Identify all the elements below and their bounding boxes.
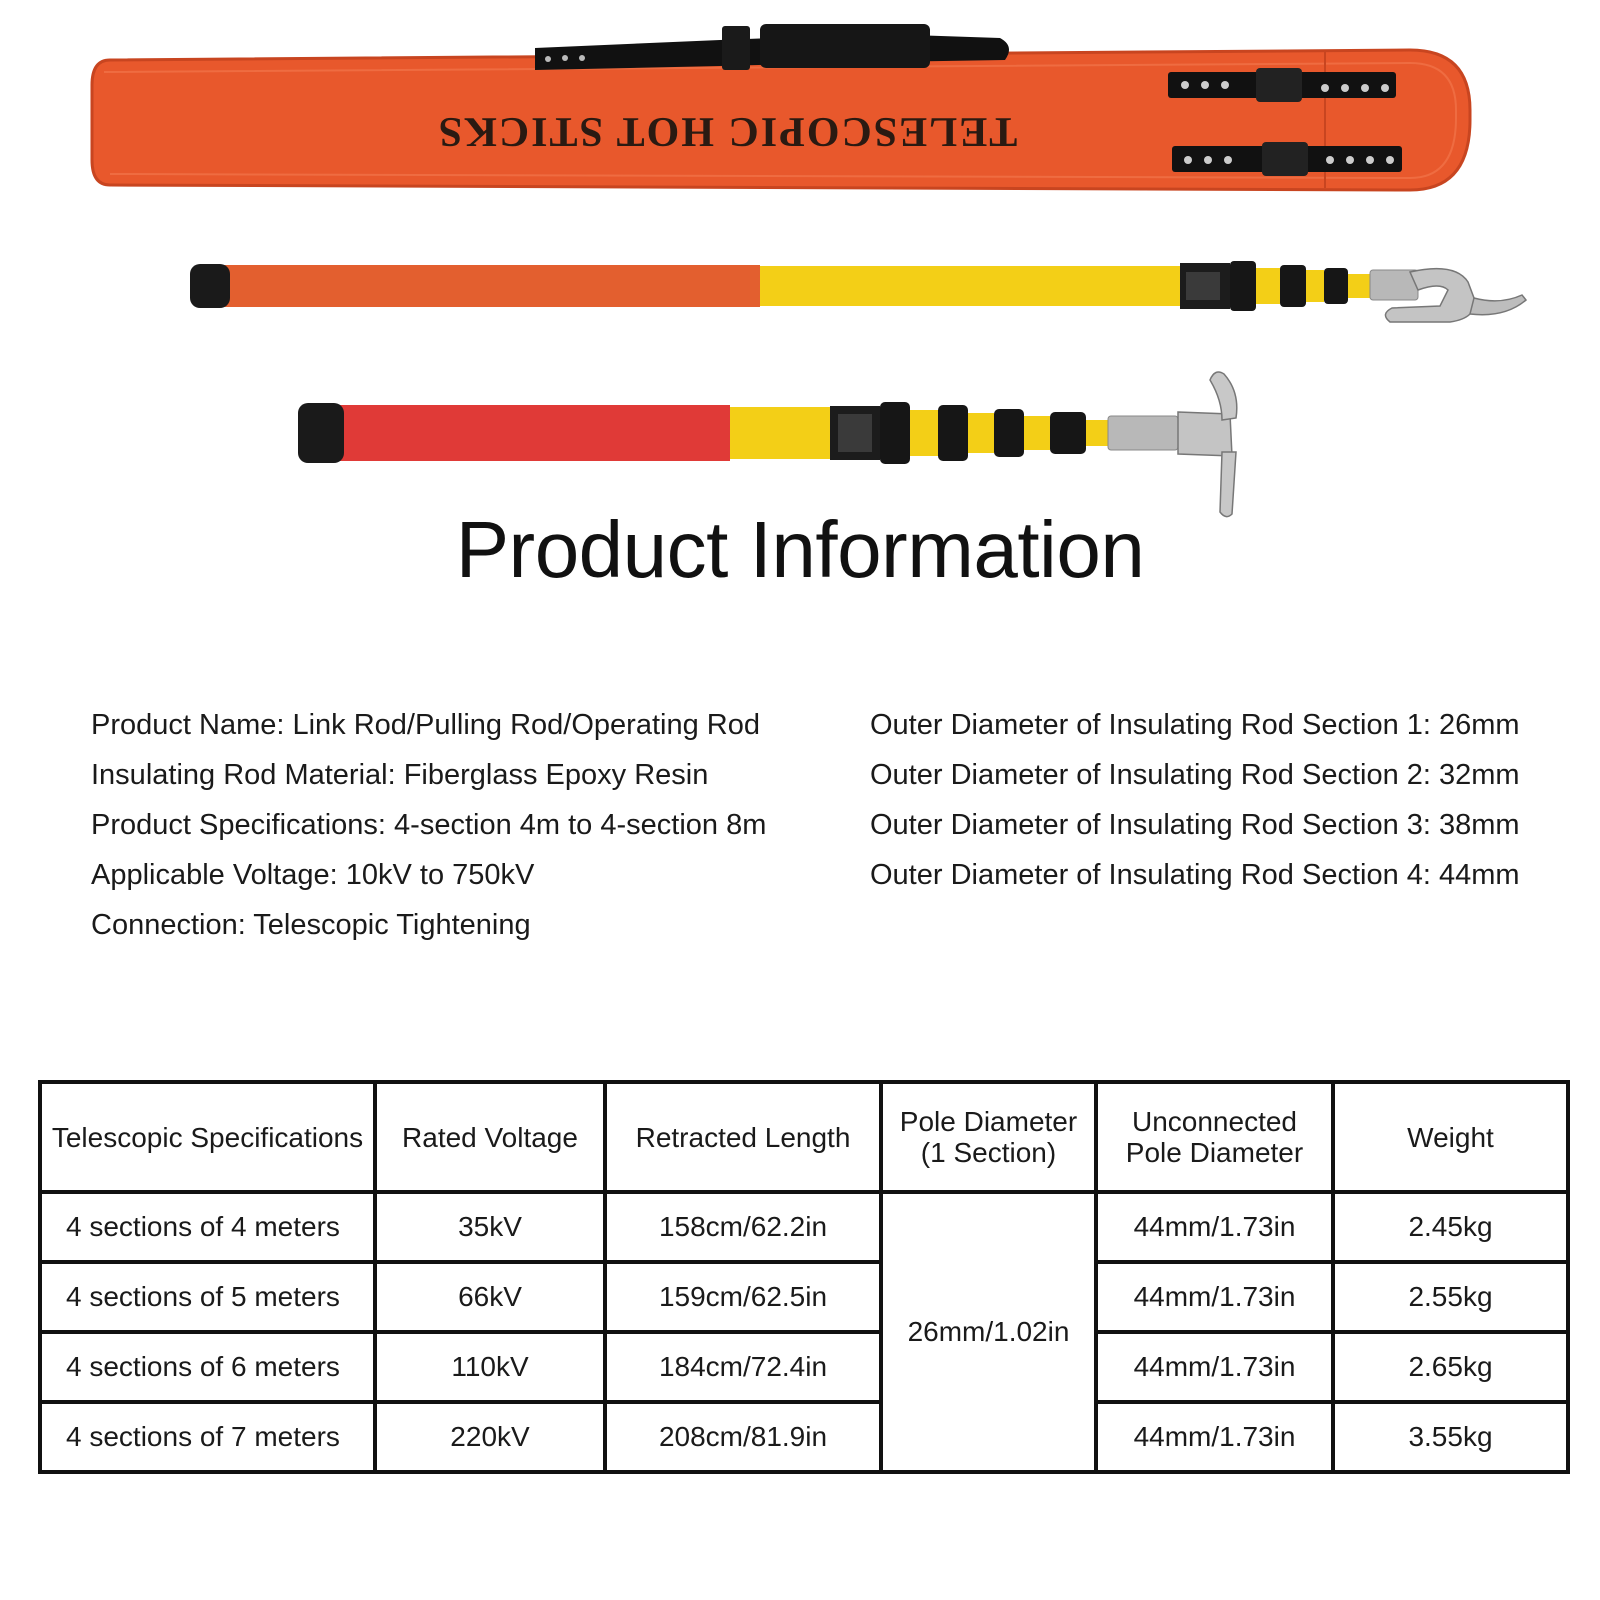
cell-weight: 2.65kg xyxy=(1333,1332,1568,1402)
buckle-strap xyxy=(1168,68,1396,102)
cell-length: 159cm/62.5in xyxy=(605,1262,881,1332)
cell-voltage: 110kV xyxy=(375,1332,605,1402)
cell-spec: 4 sections of 7 meters xyxy=(40,1402,375,1472)
cell-voltage: 35kV xyxy=(375,1192,605,1262)
cell-unconnected: 44mm/1.73in xyxy=(1096,1402,1333,1472)
info-material: Insulating Rod Material: Fiberglass Epoxy Resin xyxy=(91,759,709,791)
carrying-case xyxy=(92,24,1470,190)
cell-weight: 2.45kg xyxy=(1333,1192,1568,1262)
product-info-left xyxy=(91,700,766,950)
table-row xyxy=(40,1332,1568,1402)
header-pole-diameter: Pole Diameter (1 Section) xyxy=(881,1082,1096,1192)
product-illustration xyxy=(0,0,1600,520)
cell-length: 158cm/62.2in xyxy=(605,1192,881,1262)
cell-spec: 4 sections of 4 meters xyxy=(40,1192,375,1262)
info-specifications: Product Specifications: 4-section 4m to 4-section 8m xyxy=(91,809,767,841)
info-voltage: Applicable Voltage: 10kV to 750kV xyxy=(91,859,535,891)
header-weight: Weight xyxy=(1333,1082,1568,1192)
cell-spec: 4 sections of 6 meters xyxy=(40,1332,375,1402)
info-product-name: Product Name: Link Rod/Pulling Rod/Operating Rod xyxy=(91,709,760,741)
hot-stick-t-head xyxy=(298,372,1237,517)
product-info-right xyxy=(870,700,1520,900)
product-info-title: Product Information xyxy=(455,505,1145,594)
info-diameter-section-1: Outer Diameter of Insulating Rod Section 1: 26mm xyxy=(870,709,1520,741)
info-diameter-section-4: Outer Diameter of Insulating Rod Section 4: 44mm xyxy=(870,859,1520,891)
cell-length: 208cm/81.9in xyxy=(605,1402,881,1472)
case-print-text: TELESCOPIC HOT STICKS xyxy=(436,108,1018,154)
cell-spec: 4 sections of 5 meters xyxy=(40,1262,375,1332)
cell-unconnected: 44mm/1.73in xyxy=(1096,1332,1333,1402)
cell-weight: 2.55kg xyxy=(1333,1262,1568,1332)
info-diameter-section-2: Outer Diameter of Insulating Rod Section 2: 32mm xyxy=(870,759,1520,791)
cell-voltage: 66kV xyxy=(375,1262,605,1332)
cell-unconnected: 44mm/1.73in xyxy=(1096,1192,1333,1262)
header-unconnected-pole-diameter: Unconnected Pole Diameter xyxy=(1096,1082,1333,1192)
cell-pole-diameter: 26mm/1.02in xyxy=(881,1192,1096,1472)
spec-table xyxy=(38,1080,1570,1474)
header-telescopic-specifications: Telescopic Specifications xyxy=(40,1082,375,1192)
table-row xyxy=(40,1402,1568,1472)
cell-voltage: 220kV xyxy=(375,1402,605,1472)
cell-unconnected: 44mm/1.73in xyxy=(1096,1262,1333,1332)
header-retracted-length: Retracted Length xyxy=(605,1082,881,1192)
info-connection: Connection: Telescopic Tightening xyxy=(91,909,531,941)
table-row xyxy=(40,1262,1568,1332)
hot-stick-hook xyxy=(190,261,1526,322)
header-rated-voltage: Rated Voltage xyxy=(375,1082,605,1192)
cell-length: 184cm/72.4in xyxy=(605,1332,881,1402)
table-header-row xyxy=(40,1082,1568,1192)
table-row xyxy=(40,1192,1568,1262)
cell-weight: 3.55kg xyxy=(1333,1402,1568,1472)
info-diameter-section-3: Outer Diameter of Insulating Rod Section 3: 38mm xyxy=(870,809,1520,841)
buckle-strap xyxy=(1172,142,1402,176)
